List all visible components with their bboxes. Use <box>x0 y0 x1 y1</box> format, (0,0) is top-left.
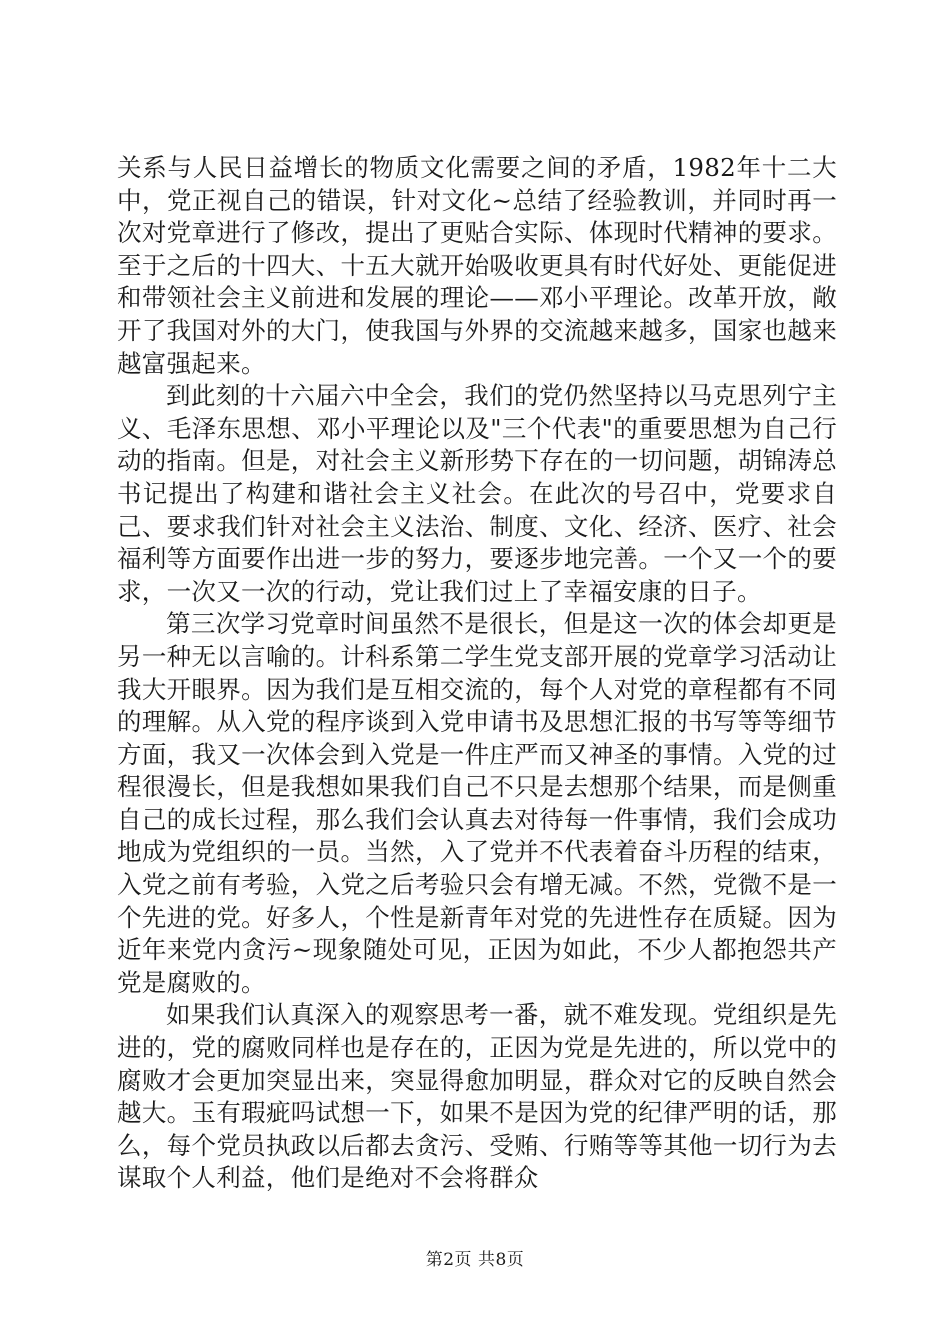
document-body <box>117 152 837 1195</box>
paragraph-1: 关系与人民日益增长的物质文化需要之间的矛盾，1982年十二大中，党正视自己的错误，针对文化~总结了经验教训，并同时再一次对党章进行了修改，提出了更贴合实际、体现时代精神的要求。至于之后的十四大、十五大就开始吸收更具有时代好处、更能促进和带领社会主义前进和发展的理论——邓小平理论。改革开放，敞开了我国对外的大门，使我国与外界的交流越来越多，国家也越来越富强起来。 <box>117 153 837 378</box>
page-number-footer: 第2页 共8页 <box>425 1250 525 1270</box>
paragraph-3: 第三次学习党章时间虽然不是很长，但是这一次的体会却更是另一种无以言喻的。计科系第二学生党支部开展的党章学习活动让我大开眼界。因为我们是互相交流的，每个人对党的章程都有不同的理解。从入党的程序谈到入党申请书及思想汇报的书写等等细节方面，我又一次体会到入党是一件庄严而又神圣的事情。入党的过程很漫长，但是我想如果我们自己不只是去想那个结果，而是侧重自己的成长过程，那么我们会认真去对待每一件事情，我们会成功地成为党组织的一员。当然，入了党并不代表着奋斗历程的结束，入党之前有考验，入党之后考验只会有增无减。不然，党微不是一个先进的党。好多人，个性是新青年对党的先进性存在质疑。因为近年来党内贪污~现象随处可见，正因为如此，不少人都抱怨共产党是腐败的。 <box>117 609 837 997</box>
paragraph-4: 如果我们认真深入的观察思考一番，就不难发现。党组织是先进的，党的腐败同样也是存在的，正因为党是先进的，所以党中的腐败才会更加突显出来，突显得愈加明显，群众对它的反映自然会越大。玉有瑕疵吗试想一下，如果不是因为党的纪律严明的话，那么，每个党员执政以后都去贪污、受贿、行贿等等其他一切行为去谋取个人利益，他们是绝对不会将群众 <box>117 1000 837 1193</box>
paragraph-2: 到此刻的十六届六中全会，我们的党仍然坚持以马克思列宁主义、毛泽东思想、邓小平理论以及"三个代表"的重要思想为自己行动的指南。但是，对社会主义新形势下存在的一切问题，胡锦涛总书记提出了构建和谐社会主义社会。在此次的号召中，党要求自己、要求我们针对社会主义法治、制度、文化、经济、医疗、社会福利等方面要作出进一步的努力，要逐步地完善。一个又一个的要求，一次又一次的行动，党让我们过上了幸福安康的日子。 <box>117 381 837 606</box>
